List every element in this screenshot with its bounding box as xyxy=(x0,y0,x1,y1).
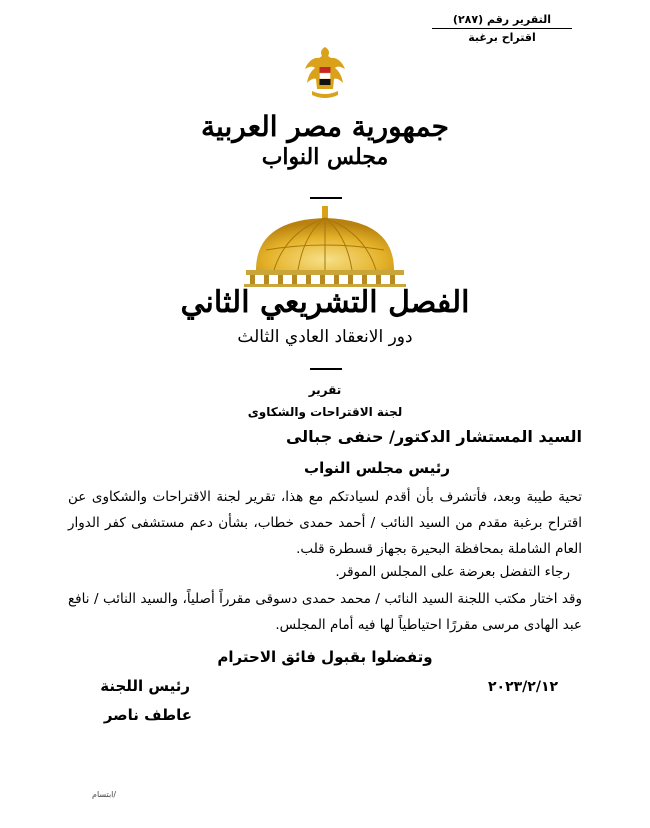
report-reference xyxy=(432,12,572,45)
body-paragraph-3: وقد اختار مكتب اللجنة السيد النائب / محمد حمدى دسوقى مقرراً أصلياً، والسيد النائب / نافع عبد الهادى مرسى مقررًا احتياطياً لها فيه أمام المجلس. xyxy=(68,591,582,633)
institution-name: مجلس النواب xyxy=(261,144,389,170)
signature-name: عاطف ناصر xyxy=(103,706,192,724)
signature-title: رئيس اللجنة xyxy=(100,677,190,695)
report-type: اقتراح برغبة xyxy=(468,31,536,44)
country-name: جمهورية مصر العربية xyxy=(201,110,449,143)
addressee: السيد المستشار الدكتور/ حنفى جبالى xyxy=(285,427,582,446)
divider-bottom xyxy=(310,368,342,370)
closing-line: وتفضلوا بقبول فائق الاحترام xyxy=(217,648,433,666)
eagle-emblem-icon xyxy=(302,45,348,103)
divider-top xyxy=(310,197,342,199)
document-date: ٢٠٢٣/٢/١٢ xyxy=(488,679,559,695)
addressee-title: رئيس مجلس النواب xyxy=(304,459,450,477)
document-title: تقرير xyxy=(308,383,342,397)
body-paragraph-1: تحية طيبة وبعد، فأتشرف بأن أقدم لسيادتكم مع هذا، تقرير لجنة الاقتراحات والشكاوى عن اقتراح برغبة مقدم من السيد النائب / أحمد حمدى خطاب، بشأن دعم مستشفى كفر الدوار العام الشاملة بمحافظة البحيرة بجهاز قسطرة قلب. xyxy=(68,489,582,557)
footer-note: /ابتسام xyxy=(92,790,117,799)
body-paragraph-2: رجاء التفضل بعرضة على المجلس الموقر. xyxy=(335,564,570,580)
parliament-dome-icon xyxy=(242,204,408,288)
reference-divider xyxy=(432,28,572,29)
legislative-term: الفصل التشريعي الثاني xyxy=(180,285,470,320)
session-name: دور الانعقاد العادي الثالث xyxy=(237,327,413,347)
report-number: التقرير رقم (٢٨٧) xyxy=(452,13,552,26)
committee-name: لجنة الاقتراحات والشكاوى xyxy=(247,405,403,419)
